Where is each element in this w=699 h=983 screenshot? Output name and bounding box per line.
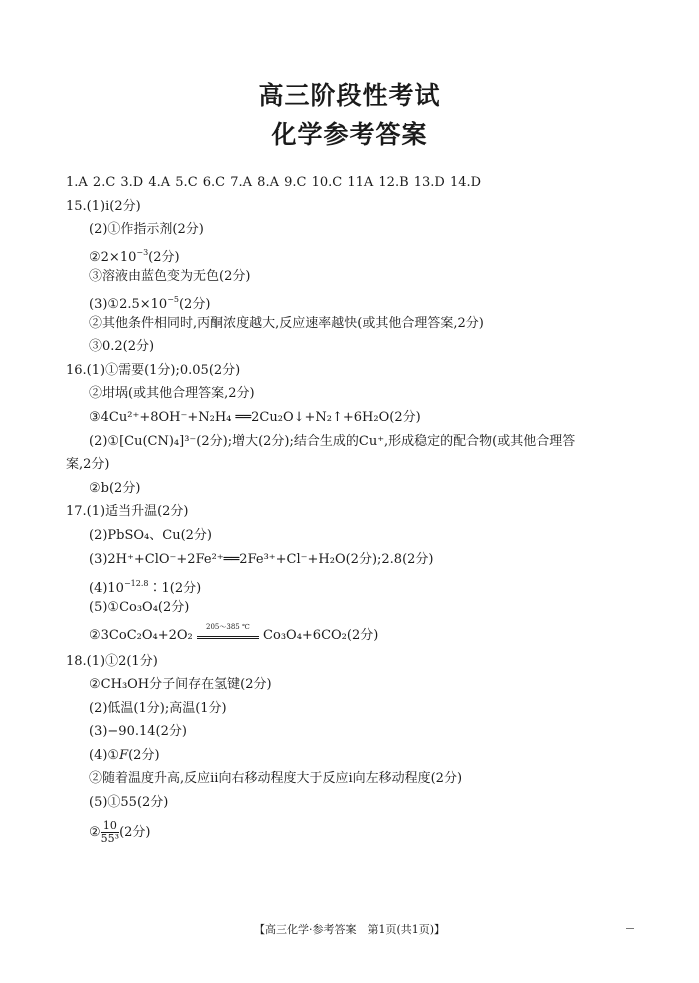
q15-line-3-exponent: −3 — [136, 248, 149, 257]
q15-line-4: ③溶液由蓝色变为无色(2分) — [89, 269, 251, 284]
q15-line-3-score: (2分) — [148, 250, 180, 265]
q17-line-6 — [89, 623, 379, 644]
q16-line-6: ②b(2分) — [89, 481, 141, 496]
q17-line-6-reactants: ②3CoC₂O₄+2O₂ — [89, 628, 193, 643]
fraction-numerator: 10 — [101, 820, 119, 833]
q18-line-8-prefix: ② — [89, 825, 101, 840]
q17-line-4-exponent: −12.8 — [123, 579, 149, 588]
q16-line-5: 案,2分) — [66, 457, 110, 472]
q18-line-3: (2)低温(1分);高温(1分) — [89, 701, 227, 716]
q18-line-5 — [89, 748, 160, 764]
corner-mark — [626, 928, 634, 929]
reaction-condition-arrow — [197, 623, 259, 639]
q15-line-1: 15.(1)ⅰ(2分) — [66, 199, 141, 214]
page-footer: 【高三化学·参考答案 第1页(共1页)】 — [253, 923, 446, 936]
fraction-denominator: 55³ — [100, 832, 120, 845]
q18-line-1: 18.(1)①2(1分) — [66, 654, 158, 669]
q18-line-6: ②随着温度升高,反应ⅱ向右移动程度大于反应ⅰ向左移动程度(2分) — [89, 771, 463, 786]
fraction — [101, 820, 119, 845]
q15-line-5 — [89, 292, 210, 313]
q17-line-4 — [89, 576, 201, 597]
q16-line-3: ③4Cu²⁺+8OH⁻+N₂H₄ ══2Cu₂O↓+N₂↑+6H₂O(2分) — [89, 410, 421, 425]
q18-line-5-text: (4)① — [89, 748, 120, 763]
q18-line-5-variable: F — [119, 748, 129, 763]
q17-line-2: (2)PbSO₄、Cu(2分) — [89, 528, 212, 543]
multiple-choice-answers: 1.A 2.C 3.D 4.A 5.C 6.C 7.A 8.A 9.C 10.C 11A 12.B 13.D 14.D — [66, 175, 482, 190]
q18-line-8-score: (2分) — [119, 825, 151, 840]
q15-line-5-score: (2分) — [178, 297, 211, 312]
reaction-condition: 205～385 ℃ — [206, 623, 250, 631]
q16-line-4: (2)①[Cu(CN)₄]³⁻(2分);增大(2分);结合生成的Cu⁺,形成稳定的配合物(或其他合理答 — [89, 434, 576, 449]
page-subtitle: 化学参考答案 — [271, 120, 428, 149]
q15-line-7: ③0.2(2分) — [89, 339, 155, 354]
q18-line-7: (5)①55(2分) — [89, 795, 169, 810]
q15-line-3-text: ②2×10 — [89, 250, 137, 265]
q15-line-5-exponent: −5 — [167, 295, 179, 304]
q18-line-2: ②CH₃OH分子间存在氢键(2分) — [89, 677, 272, 692]
q18-line-8 — [89, 820, 151, 845]
q15-line-5-text: (3)①2.5×10 — [89, 297, 168, 312]
page-title: 高三阶段性考试 — [258, 81, 441, 110]
q15-line-2: (2)①作指示剂(2分) — [89, 222, 204, 237]
q16-line-2: ②坩埚(或其他合理答案,2分) — [89, 386, 255, 401]
q17-line-3: (3)2H⁺+ClO⁻+2Fe²⁺══2Fe³⁺+Cl⁻+H₂O(2分);2.8(2分) — [89, 552, 434, 567]
q18-line-5-score: (2分) — [128, 748, 160, 763]
q17-line-4-text: (4)10 — [89, 581, 124, 596]
equals-bar — [197, 636, 259, 639]
q17-line-4-score: ∶1(2分) — [148, 581, 202, 596]
q16-line-1: 16.(1)①需要(1分);0.05(2分) — [66, 363, 241, 378]
q15-line-6: ②其他条件相同时,丙酮浓度越大,反应速率越快(或其他合理答案,2分) — [89, 316, 484, 331]
q15-line-3 — [89, 245, 180, 266]
q17-line-5: (5)①Co₃O₄(2分) — [89, 600, 190, 615]
q17-line-6-products: Co₃O₄+6CO₂(2分) — [263, 628, 379, 643]
q17-line-1: 17.(1)适当升温(2分) — [66, 504, 189, 519]
q18-line-4: (3)−90.14(2分) — [89, 724, 187, 739]
